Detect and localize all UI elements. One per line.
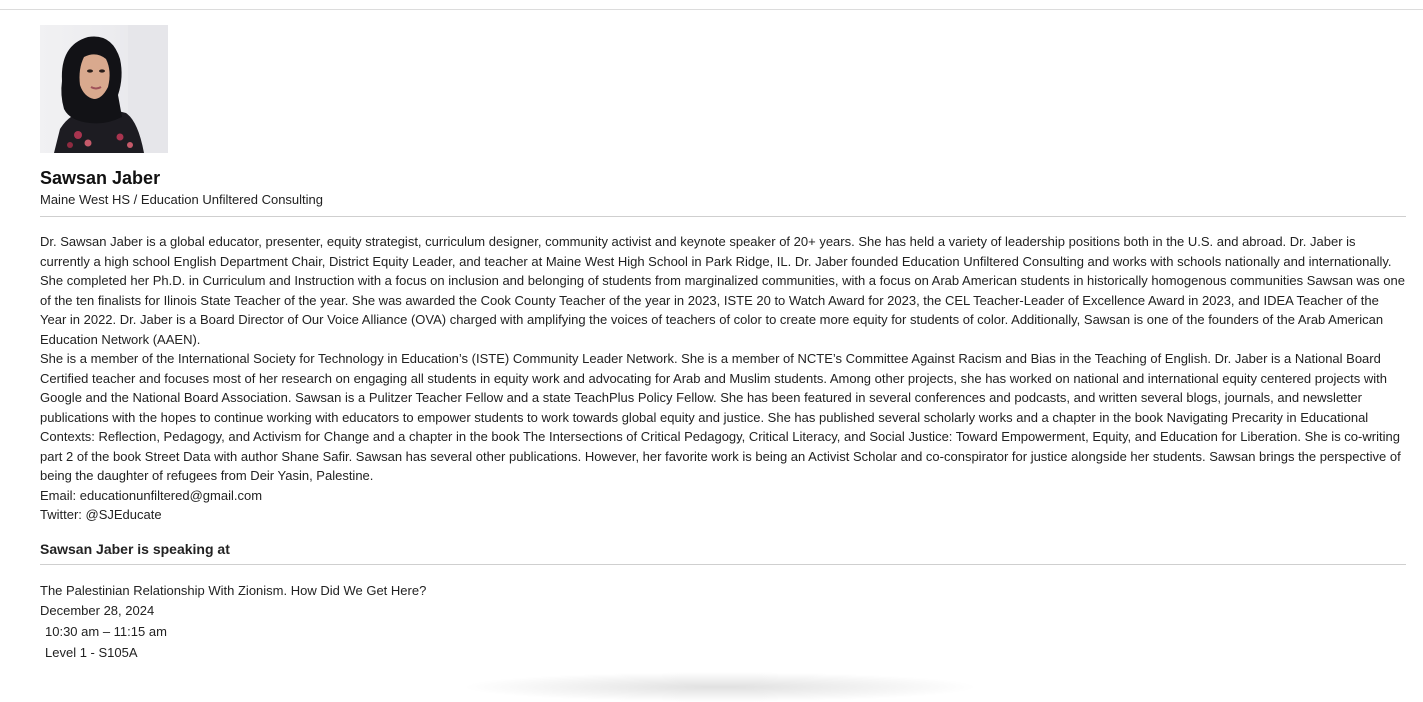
speaker-bio: [40, 232, 1406, 525]
bio-email: Email: educationunfiltered@gmail.com: [40, 487, 263, 503]
speaking-heading: Sawsan Jaber is speaking at: [40, 540, 230, 557]
speaking-divider: [40, 564, 1406, 565]
session-title[interactable]: The Palestinian Relationship With Zionism. How Did We Get Here?: [40, 582, 427, 598]
speaker-affiliation: Maine West HS / Education Unfiltered Consulting: [40, 192, 324, 207]
bio-paragraph-1: Dr. Sawsan Jaber is a global educator, presenter, equity strategist, curriculum designer, community activist and keynote speaker of 20+ years. She has held a variety of leadership positions both in the U.S. and abroad. Dr. Jaber is currently a high school English Department Chair, District Equity Leader, and teacher at Maine West High School in Park Ridge, IL. Dr. Jaber founded Education Unfiltered Consulting and works with schools nationally and internationally. She completed her Ph.D. in Curriculum and Instruction with a focus on inclusion and belonging of students from marginalized communities, with a focus on Arab American students in historically homogenous communities Sawsan was one of the ten finalists for Ilinois State Teacher of the year. She was awarded the Cook County Teacher of the year in 2023, ISTE 20 to Watch Award for 2023, the CEL Teacher-Leader of Excellence Award in 2023, and IDEA Teacher of the Year in 2022. Dr. Jaber is a Board Director of Our Voice Alliance (OVA) charged with amplifying the voices of teachers of color to create more equity for students of color. Additionally, Sawsan is one of the founders of the Arab American Education Network (AAEN).: [40, 234, 1405, 347]
speaker-photo: [40, 25, 168, 153]
top-divider: [0, 9, 1423, 10]
speaker-profile: [40, 25, 1406, 664]
speaker-name: Sawsan Jaber: [40, 168, 161, 188]
session-date: December 28, 2024: [40, 602, 155, 618]
bio-twitter: Twitter: @SJEducate: [40, 507, 162, 522]
speaker-portrait-icon: [40, 25, 168, 153]
session-time: 10:30 am – 11:15 am: [45, 623, 167, 639]
bio-paragraph-2: She is a member of the International Society for Technology in Education’s (ISTE) Community Leader Network. She is a member of NCTE’s Committee Against Racism and Bias in the Teaching of English. Dr. Jaber is a National Board Certified teacher and focuses most of her research on engaging all students in equity work and advocating for Arab and Muslim students. Among other projects, she has worked on national and international equity centered projects with Google and the National Board Association. Sawsan is a Pulitzer Teacher Fellow and a state TeachPlus Policy Fellow. She has been featured in several conferences and podcasts, and written several blogs, journals, and newsletter publications with the hopes to continue working with educators to empower students to work towards global equity and justice. She has published several scholarly works and a chapter in the book Navigating Precarity in Educational Contexts: Reflection, Pedagogy, and Activism for Change and a chapter in the book The Intersections of Critical Pedagogy, Critical Literacy, and Social Justice: Toward Empowerment, Equity, and Education for Liberation. She is co-writing part 2 of the book Street Data with author Shane Safir. Sawsan has several other publications. However, her favorite work is being an Activist Scholar and co-conspirator for justice alongside her students. Sawsan brings the perspective of being the daughter of refugees from Deir Yasin, Palestine.: [40, 351, 1401, 483]
session-item: [40, 581, 1406, 664]
profile-divider: [40, 216, 1406, 217]
session-location: Level 1 - S105A: [45, 645, 138, 660]
bottom-shadow: [460, 672, 980, 702]
